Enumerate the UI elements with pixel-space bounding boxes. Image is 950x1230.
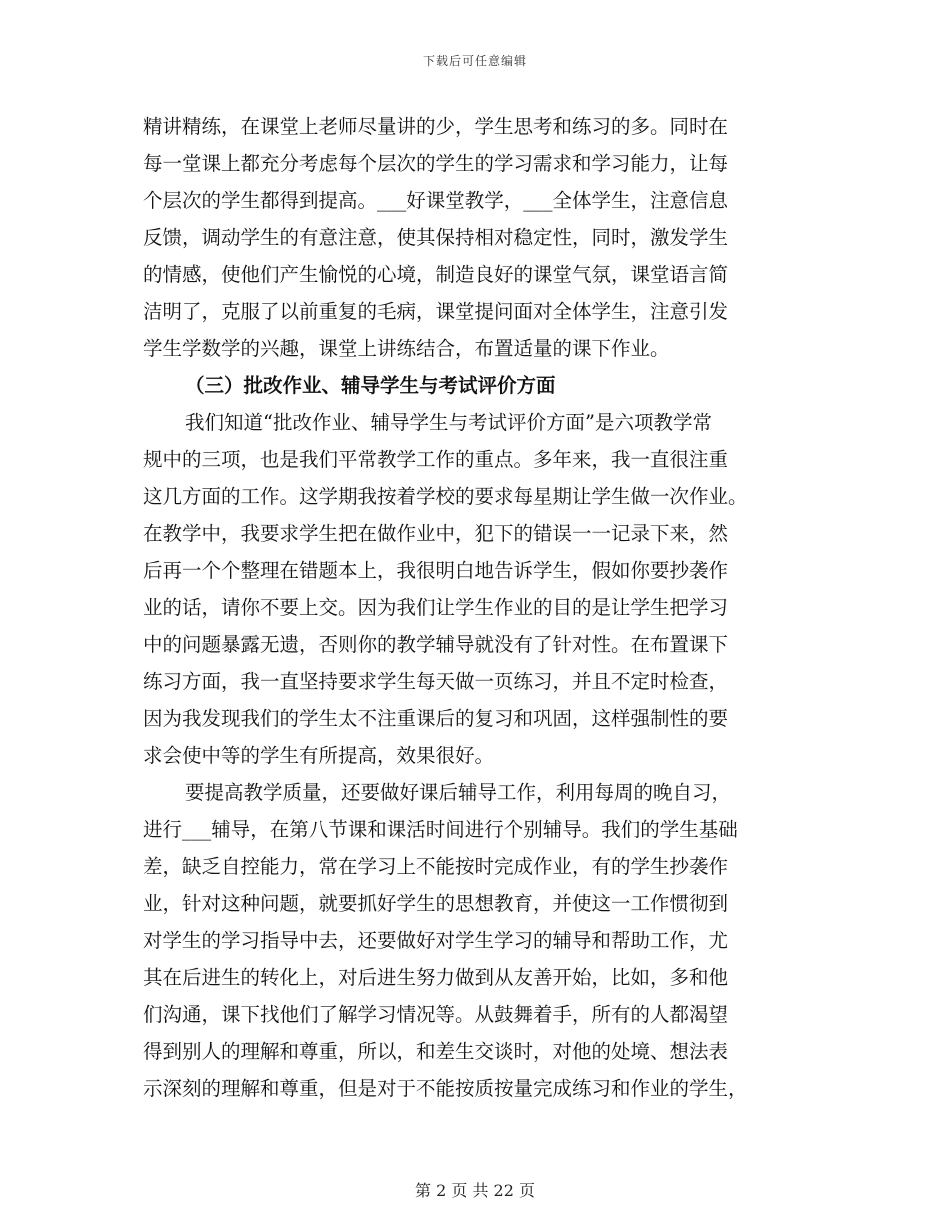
text-line: 在教学中，我要求学生把在做作业中，犯下的错误一一记录下来，然: [143, 522, 729, 545]
text-line: 得到别人的理解和尊重，所以，和差生交谈时，对他的处境、想法表: [143, 1040, 729, 1063]
document-body: [143, 108, 803, 1107]
text-line: 精讲精练，在课堂上老师尽量讲的少，学生思考和练习的多。同时在: [143, 115, 729, 138]
page-number-footer: 第 2 页 共 22 页: [415, 1181, 535, 1200]
text-line: 示深刻的理解和尊重，但是对于不能按质按量完成练习和作业的学生，: [143, 1077, 748, 1100]
text-line: 每一堂课上都充分考虑每个层次的学生的学习需求和学习能力，让每: [143, 152, 729, 175]
text-line: 学生学数学的兴趣，课堂上讲练结合，布置适量的课下作业。: [143, 337, 670, 360]
text-line: 其在后进生的转化上，对后进生努力做到从友善开始，比如，多和他: [143, 966, 729, 989]
text-line: 求会使中等的学生有所提高，效果很好。: [143, 744, 495, 767]
paragraph-first-line: 我们知道“批改作业、辅导学生与考试评价方面”是六项教学常: [185, 411, 712, 434]
section-heading: （三）批改作业、辅导学生与考试评价方面: [185, 374, 556, 397]
text-line: 对学生的学习指导中去，还要做好对学生学习的辅导和帮助工作，尤: [143, 929, 729, 952]
page-header: 下载后可任意编辑: [422, 54, 527, 68]
text-line: 练习方面，我一直坚持要求学生每天做一页练习，并且不定时检查，: [143, 670, 729, 693]
text-line: 这几方面的工作。这学期我按着学校的要求每星期让学生做一次作业。: [143, 485, 748, 508]
text-line: 因为我发现我们的学生太不注重课后的复习和巩固，这样强制性的要: [143, 707, 729, 730]
text-line: 进行___辅导，在第八节课和课活时间进行个别辅导。我们的学生基础: [143, 818, 738, 841]
text-line: 洁明了，克服了以前重复的毛病，课堂提问面对全体学生，注意引发: [143, 300, 729, 323]
text-line: 业，针对这种问题，就要抓好学生的思想教育，并使这一工作惯彻到: [143, 892, 729, 915]
text-line: 们沟通，课下找他们了解学习情况等。从鼓舞着手，所有的人都渴望: [143, 1003, 729, 1026]
text-line: 规中的三项，也是我们平常教学工作的重点。多年来，我一直很注重: [143, 448, 729, 471]
text-line: 个层次的学生都得到提高。___好课堂教学，___全体学生，注意信息: [143, 189, 729, 212]
text-line: 反馈，调动学生的有意注意，使其保持相对稳定性，同时，激发学生: [143, 226, 729, 249]
text-line: 后再一个个整理在错题本上，我很明白地告诉学生，假如你要抄袭作: [143, 559, 729, 582]
text-line: 中的问题暴露无遗，否则你的教学辅导就没有了针对性。在布置课下: [143, 633, 729, 656]
paragraph-first-line: 要提高教学质量，还要做好课后辅导工作，利用每周的晚自习，: [185, 781, 732, 804]
text-line: 差，缺乏自控能力，常在学习上不能按时完成作业，有的学生抄袭作: [143, 855, 729, 878]
text-line: 业的话，请你不要上交。因为我们让学生作业的目的是让学生把学习: [143, 596, 729, 619]
text-line: 的情感，使他们产生愉悦的心境，制造良好的课堂气氛，课堂语言简: [143, 263, 729, 286]
